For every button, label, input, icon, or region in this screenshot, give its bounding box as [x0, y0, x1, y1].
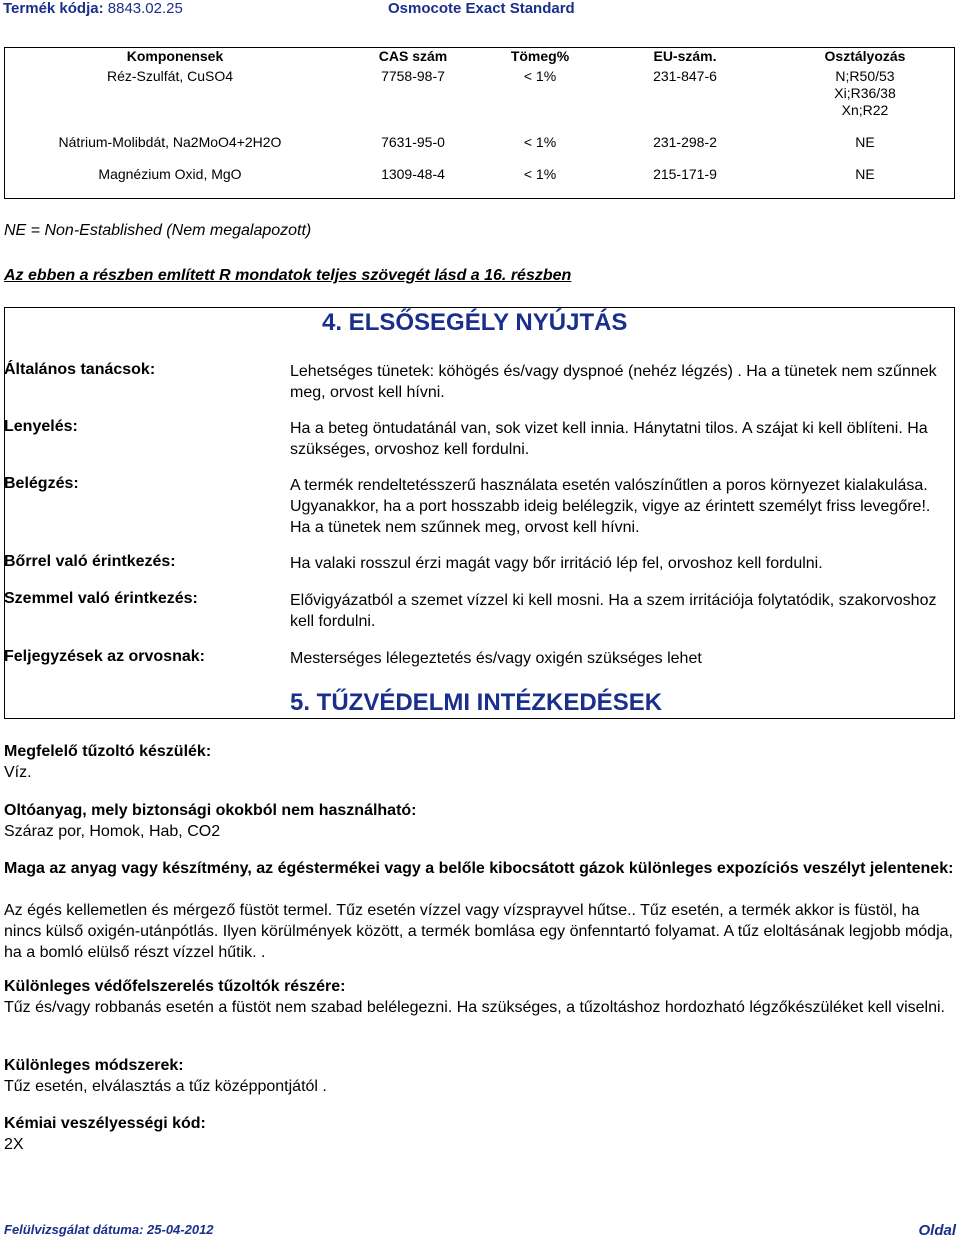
table-cell-cas: 7758-98-7 — [381, 68, 445, 84]
page-label: Oldal — [918, 1222, 956, 1239]
table-cell-eu: 231-847-6 — [653, 68, 717, 84]
table-cell-classification: NE — [855, 134, 875, 150]
section-4-title: 4. ELSŐSEGÉLY NYÚJTÁS — [322, 309, 628, 336]
table-cell-weight: < 1% — [523, 68, 557, 84]
ne-note: NE = Non-Established (Nem megalapozott) — [4, 222, 312, 239]
table-cell-classification: NE — [855, 166, 875, 182]
table-cell-weight: < 1% — [523, 134, 557, 150]
text-extinguishing-media: Víz. — [4, 764, 32, 781]
classification-line: N;R50/53 — [835, 68, 895, 84]
col-header-classification: Osztályozás — [824, 48, 906, 64]
heading-protective-equipment: Különleges védőfelszerelés tűzoltók részére: — [4, 978, 346, 995]
text-inhalation: A termék rendeltetésszerű használata esetén valószínűtlen a poros környezet kialakulása. Ugyanakkor, ha a port hosszabb ideig belélegzik, vigye az érintett személyt friss levegőre!. Ha a tünetek nem szűnnek meg, orvost kell hívni. — [290, 477, 931, 536]
text-skin-contact: Ha valaki rosszul érzi magát vagy bőr irritáció lép fel, orvoshoz kell fordulni. — [290, 555, 823, 572]
col-header-cas: CAS szám — [378, 48, 448, 64]
text-special-methods: Tűz esetén, elválasztás a tűz középpontjától . — [4, 1078, 327, 1095]
text-protective-equipment: Tűz és/vagy robbanás esetén a füstöt nem szabad belélegezni. Ha szükséges, a tűzoltáshoz hordozható légzőkészüléket kell viselni. — [4, 999, 945, 1016]
label-ingestion: Lenyelés: — [4, 418, 78, 435]
heading-hazchem-code: Kémiai veszélyességi kód: — [4, 1115, 206, 1132]
heading-unsuitable-media: Oltóanyag, mely biztonsági okokból nem használható: — [4, 802, 417, 819]
label-inhalation: Belégzés: — [4, 475, 79, 492]
classification-line: Xn;R22 — [841, 102, 889, 118]
heading-special-hazards: Maga az anyag vagy készítmény, az égéstermékei vagy a belőle kibocsátott gázok különleges expozíciós veszélyt jelentenek: — [4, 860, 954, 877]
r-phrases-reference: Az ebben a részben említett R mondatok teljes szövegét lásd a 16. részben — [4, 267, 572, 284]
label-general-advice: Általános tanácsok: — [4, 361, 156, 378]
table-cell-weight: < 1% — [523, 166, 557, 182]
table-cell-cas: 1309-48-4 — [381, 166, 445, 182]
text-notes-physician: Mesterséges lélegeztetés és/vagy oxigén szükséges lehet — [290, 650, 702, 667]
product-code-label: Termék kódja: — [3, 0, 104, 17]
table-cell-classification — [800, 68, 930, 119]
text-unsuitable-media: Száraz por, Homok, Hab, CO2 — [4, 823, 221, 840]
product-code-value: 8843.02.25 — [107, 0, 183, 17]
label-skin-contact: Bőrrel való érintkezés: — [4, 553, 176, 570]
text-ingestion: Ha a beteg öntudatánál van, sok vizet kell innia. Hánytatni tilos. A szájat ki kell öblíteni. Ha szükséges, orvoshoz kell fordulni. — [290, 420, 928, 458]
col-header-components: Komponensek — [126, 48, 224, 64]
product-code — [3, 0, 183, 17]
section-5-title: 5. TŰZVÉDELMI INTÉZKEDÉSEK — [290, 689, 663, 716]
heading-special-methods: Különleges módszerek: — [4, 1057, 184, 1074]
text-general-advice: Lehetséges tünetek: köhögés és/vagy dyspnoé (nehéz légzés) . Ha a tünetek nem szűnnek meg, orvost kell hívni. — [290, 363, 937, 401]
text-hazchem-code: 2X — [4, 1136, 24, 1153]
review-date: Felülvizsgálat dátuma: 25-04-2012 — [4, 1222, 214, 1237]
table-cell-name: Magnézium Oxid, MgO — [98, 166, 242, 182]
product-name: Osmocote Exact Standard — [388, 0, 575, 17]
table-cell-eu: 231-298-2 — [653, 134, 717, 150]
col-header-eu: EU-szám. — [653, 48, 717, 64]
table-cell-name: Réz-Szulfát, CuSO4 — [106, 68, 234, 84]
label-eye-contact: Szemmel való érintkezés: — [4, 590, 198, 607]
table-cell-eu: 215-171-9 — [653, 166, 717, 182]
col-header-weight: Tömeg% — [510, 48, 570, 64]
table-cell-cas: 7631-95-0 — [381, 134, 445, 150]
text-special-hazards: Az égés kellemetlen és mérgező füstöt termel. Tűz esetén vízzel vagy vízsprayvel hűtse.. Tűz esetén, a termék akkor is füstöl, ha nincs külső oxigén-utánpótlás. Ilyen körülmények között, a termék bomlása egy önfenntartó folyamat. A tűz eloltásának legjobb módja, ha a bomló elülső részt vízzel hűtik. . — [4, 902, 953, 961]
label-notes-physician: Feljegyzések az orvosnak: — [4, 648, 205, 665]
classification-line: Xi;R36/38 — [834, 85, 896, 101]
text-eye-contact: Elővigyázatból a szemet vízzel ki kell mosni. Ha a szem irritációja folytatódik, szakorvoshoz kell fordulni. — [290, 592, 937, 630]
heading-extinguishing-media: Megfelelő tűzoltó készülék: — [4, 743, 212, 760]
table-cell-name: Nátrium-Molibdát, Na2MoO4+2H2O — [58, 134, 282, 150]
